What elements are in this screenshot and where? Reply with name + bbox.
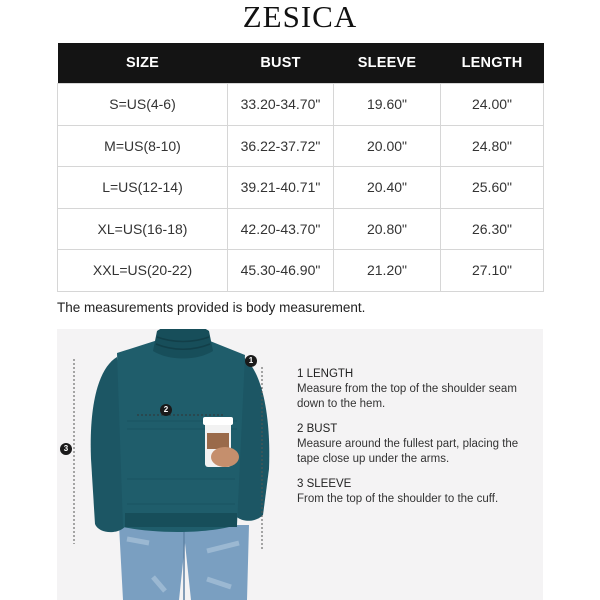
length-cell: 26.30" [441,208,544,250]
size-cell: XXL=US(20-22) [58,250,228,292]
bust-cell: 39.21-40.71" [228,167,334,209]
bust-cell: 36.22-37.72" [228,125,334,167]
sleeve-marker: 3 [60,443,72,455]
size-cell: XL=US(16-18) [58,208,228,250]
sleeve-instruction [297,477,537,507]
table-row [58,125,544,167]
length-cell: 25.60" [441,167,544,209]
length-cell: 24.00" [441,84,544,126]
brand-logo: ZESICA [242,0,358,34]
measurement-guide-panel [57,329,543,600]
bust-description: Measure around the fullest part, placing the tape close up under the arms. [297,438,519,465]
bust-instruction [297,422,537,467]
bust-cell: 42.20-43.70" [228,208,334,250]
sleeve-cell: 21.20" [334,250,441,292]
measurement-note: The measurements provided is body measurement. [57,300,366,315]
size-cell: S=US(4-6) [58,84,228,126]
length-description: Measure from the top of the shoulder seam down to the hem. [297,383,517,410]
bust-heading: 2 BUST [297,423,338,435]
sleeve-heading: 3 SLEEVE [297,478,352,490]
size-chart-table [57,43,544,292]
bust-cell: 45.30-46.90" [228,250,334,292]
length-cell: 27.10" [441,250,544,292]
column-header-sleeve: SLEEVE [334,43,441,84]
table-row [58,84,544,126]
table-header-row [58,43,544,84]
bust-marker: 2 [160,404,172,416]
size-cell: L=US(12-14) [58,167,228,209]
length-heading: 1 LENGTH [297,368,354,380]
sleeve-cell: 20.00" [334,125,441,167]
table-row [58,208,544,250]
column-header-size: SIZE [58,43,228,84]
size-cell: M=US(8-10) [58,125,228,167]
column-header-length: LENGTH [441,43,544,84]
sleeve-cell: 19.60" [334,84,441,126]
table-row [58,167,544,209]
sleeve-description: From the top of the shoulder to the cuff. [297,493,499,505]
length-marker: 1 [245,355,257,367]
sweater-model-photo [57,329,287,600]
sleeve-cell: 20.80" [334,208,441,250]
length-cell: 24.80" [441,125,544,167]
bust-cell: 33.20-34.70" [228,84,334,126]
length-instruction [297,367,537,412]
table-row [58,250,544,292]
sleeve-cell: 20.40" [334,167,441,209]
column-header-bust: BUST [228,43,334,84]
